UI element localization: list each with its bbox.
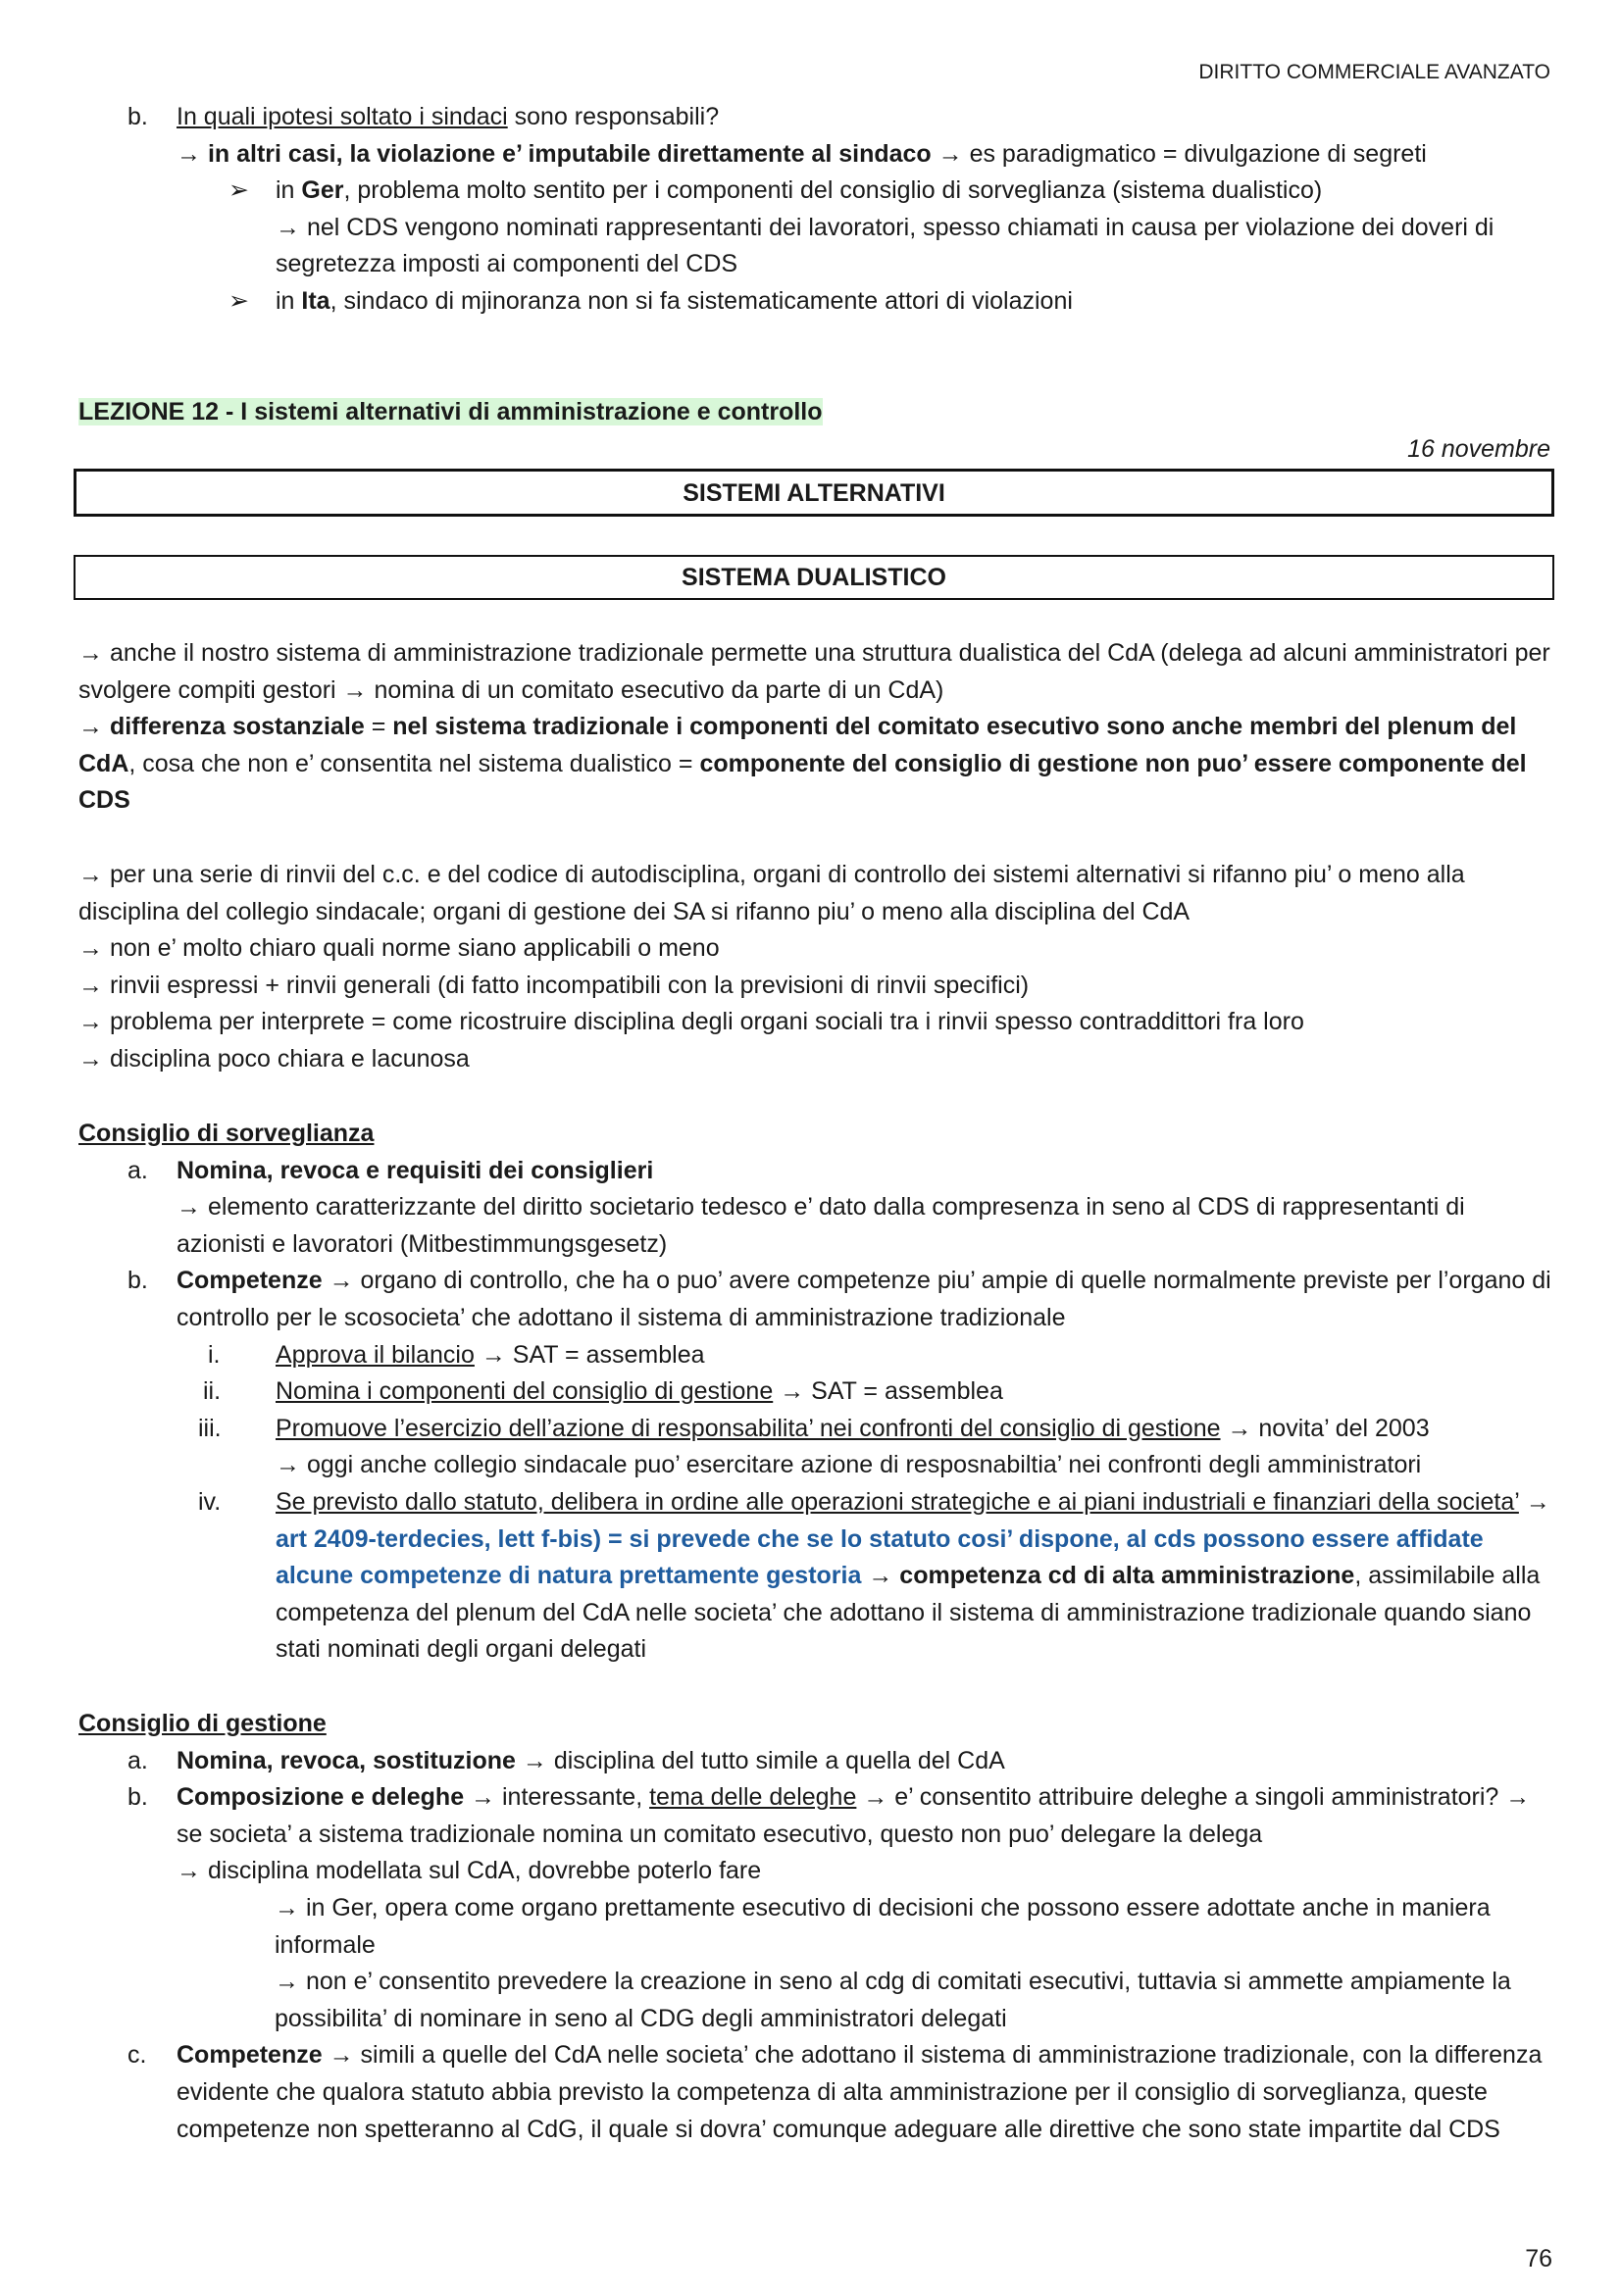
bullet-ita: ➢ in Ita, sindaco di mjinoranza non si fa sistematicamente attori di violazioni [127,283,1554,321]
section-consiglio-gestione: Consiglio di gestione a. Nomina, revoca, sostituzione → disciplina del tutto simile a quella del CdA b. Composizione e deleghe → interessante, tema delle deleghe → e’ consentito attribuire deleghe a singoli amministratori? → se societa’ a sistema tradizionale nomina un comitato esecutivo, questo non puo’ delegare la delega → disciplina modellata sul CdA, dovrebbe poterlo fare → in Ger, opera come organo prettamente esecutivo di decisioni che possono essere adottate anche in maniera informale → non e’ consentito prevedere la creazione in seno al cdg di comitati esecutivi, tuttavia si ammette ampiamente la possibilita’ di nominare in seno al CDG degli amministratori delegati c. Competenze → simili a quelle del CdA nelle societa’ che adottano il sistema di amministrazione tradizionale, con la differenza evidente che qualora statuto abbia previsto la competenza di alta amministrazione per il consiglio di sorveglianza, queste competenze non spetteranno al CdG, il quale si dovra’ comunque adeguare alle direttive che sono state impartite dal CDS [78,1706,1554,2148]
section-box-sistema-dualistico: SISTEMA DUALISTICO [74,555,1554,600]
question-underlined: In quali ipotesi soltato i sindaci [177,103,508,130]
lesson-title: LEZIONE 12 - I sistemi alternativi di amministrazione e controllo [78,398,823,425]
bullet-ger-sub: → nel CDS vengono nominati rappresentanti dei lavoratori, spesso chiamati in causa per violazione dei doveri di segretezza imposti ai componenti del CDS [276,213,1494,278]
section-box-sistemi-alternativi: SISTEMI ALTERNATIVI [74,469,1554,517]
question-rest: sono responsabili? [507,103,720,130]
arrowhead-bullet-icon: ➢ [228,286,249,315]
paragraph-rinvii: → per una serie di rinvii del c.c. e del codice di autodisciplina, organi di controllo dei sistemi alternativi si rifanno piu’ o meno alla disciplina del collegio sindacale; organi di gestione dei SA si rifanno piu’ o meno alla disciplina del CdA → non e’ molto chiaro quali norme siano applicabili o meno → rinvii espressi + rinvii generali (di fatto incompatibili con la previsioni di rinvii specifici) → problema per interprete = come ricostruire disciplina degli organi sociali tra i rinvii spesso contraddittori fra loro → disciplina poco chiara e lacunosa [78,861,1465,1073]
section-heading: Consiglio di sorveglianza [78,1120,375,1147]
intro-answer: → in altri casi, la violazione e’ imputabile direttamente al sindaco → es paradigmatico = divulgazione di segreti [177,139,1427,168]
section-heading: Consiglio di gestione [78,1710,327,1737]
section-consiglio-sorveglianza: Consiglio di sorveglianza a. Nomina, revoca e requisiti dei consiglieri → elemento caratterizzante del diritto societario tedesco e’ dato dalla compresenza in seno al CDS di rappresentanti di azionisti e lavoratori (Mitbestimmungsgesetz) b. Competenze → organo di controllo, che ha o puo’ avere competenze piu’ ampie di quelle normalmente previste per l’organo di controllo per le scosocieta’ che adottano il sistema di amministrazione tradizionale i. Approva il bilancio → SAT = assemblea ii. Nomina i componenti del consiglio di gestione → SAT = assemblea iii. Promuove l’esercizio dell’azione di responsabilita’ nei confronti del consiglio di gestione → novita’ del 2003 → oggi anche collegio sindacale puo’ esercitare azione di resposnabiltia’ nei confronti degli amministratori iv. Se previsto dallo statuto, delibera in ordine alle operazioni strategiche e ai piani industriali e finanziari della societa’ → art 2409-terdecies, lett f-bis) = si prevede che se lo statuto cosi’ dispone, al cds possono essere affidate alcune competenze di natura prettamente gestoria → competenza cd di alta amministrazione, assimilabile alla competenza del plenum del CdA nelle societa’ che adottano il sistema di amministrazione tradizionale quando siano stati nominati degli organi delegati [78,1116,1554,1669]
arrowhead-bullet-icon: ➢ [228,176,249,205]
page-number: 76 [1525,2245,1552,2272]
intro-section [127,99,1554,321]
paragraph-dualistic: → anche il nostro sistema di amministrazione tradizionale permette una struttura dualistica del CdA (delega ad alcuni amministratori per svolgere compiti gestori → nomina di un comitato esecutivo da parte di un CdA) → differenza sostanziale = nel sistema tradizionale i componenti del comitato esecutivo sono anche membri del plenum del CdA, cosa che non e’ consentita nel sistema dualistico = componente del consiglio di gestione non puo’ essere componente del CDS [78,639,1550,815]
lesson-date: 16 novembre [1407,435,1550,463]
bullet-ger: ➢ in Ger, problema molto sentito per i componenti del consiglio di sorveglianza (sistema dualistico) → nel CDS vengono nominati rappresentanti dei lavoratori, spesso chiamati in causa per violazione dei doveri di segretezza imposti ai componenti del CDS [127,173,1554,283]
running-header: DIRITTO COMMERCIALE AVANZATO [1198,61,1550,83]
list-label: b. [127,103,148,130]
